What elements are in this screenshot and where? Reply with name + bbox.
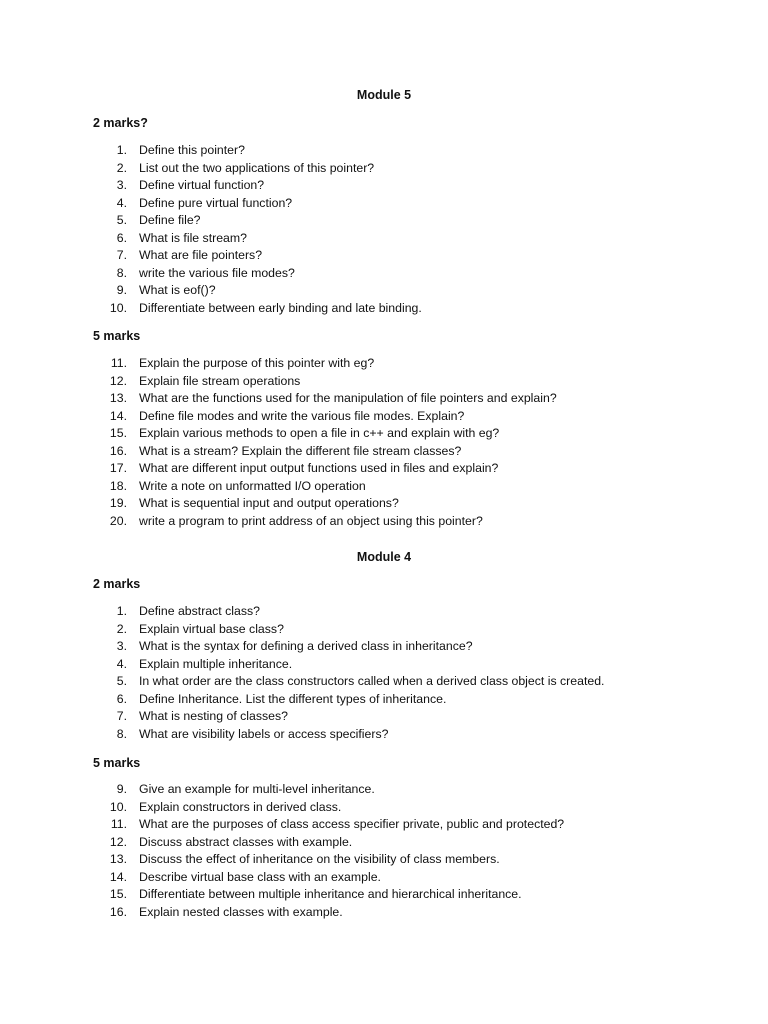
question-number: 3. bbox=[116, 178, 127, 192]
question-number: 10. bbox=[109, 300, 127, 315]
section-heading: 5 marks bbox=[93, 329, 141, 343]
question-number: 2. bbox=[116, 160, 127, 175]
question-text: Explain the purpose of this pointer with eg? bbox=[139, 356, 375, 370]
question-text: Write a note on unformatted I/O operation bbox=[139, 478, 366, 493]
question-text: Explain multiple inheritance. bbox=[139, 656, 293, 671]
question-number: 11. bbox=[110, 817, 127, 831]
question-number: 2. bbox=[116, 621, 127, 636]
question-text: Explain constructors in derived class. bbox=[139, 799, 342, 814]
question-number: 13. bbox=[109, 391, 127, 405]
question-text: write a program to print address of an object using this pointer? bbox=[139, 513, 483, 528]
section-heading: 5 marks bbox=[93, 756, 141, 770]
question-item bbox=[93, 390, 557, 408]
question-text: What is sequential input and output operations? bbox=[139, 496, 399, 510]
question-number: 9. bbox=[116, 283, 127, 297]
question-number: 13. bbox=[109, 852, 127, 866]
question-text: What are visibility labels or access specifiers? bbox=[139, 726, 389, 741]
question-number: 16. bbox=[109, 443, 127, 458]
question-item bbox=[93, 834, 564, 852]
question-number: 7. bbox=[116, 248, 127, 262]
section-heading: 2 marks? bbox=[93, 116, 148, 130]
question-text: Explain file stream operations bbox=[139, 373, 301, 388]
question-number: 14. bbox=[109, 408, 127, 423]
question-item bbox=[93, 495, 557, 513]
question-list bbox=[93, 603, 604, 743]
question-text: Discuss abstract classes with example. bbox=[139, 834, 353, 849]
question-number: 18. bbox=[109, 478, 127, 493]
question-item bbox=[93, 177, 422, 195]
question-text: What is the syntax for defining a derived class in inheritance? bbox=[139, 639, 473, 653]
question-item bbox=[93, 355, 557, 373]
question-text: Differentiate between early binding and late binding. bbox=[139, 300, 422, 315]
question-text: Explain various methods to open a file in c++ and explain with eg? bbox=[139, 426, 500, 440]
question-number: 6. bbox=[116, 691, 127, 706]
question-item bbox=[93, 851, 564, 869]
question-item bbox=[93, 603, 604, 621]
question-number: 4. bbox=[116, 195, 127, 210]
question-number: 12. bbox=[109, 373, 127, 388]
question-text: Give an example for multi-level inheritance. bbox=[139, 782, 375, 796]
question-text: What is nesting of classes? bbox=[139, 709, 288, 723]
question-text: Explain virtual base class? bbox=[139, 621, 284, 636]
question-text: Define abstract class? bbox=[139, 604, 260, 618]
question-item bbox=[93, 212, 422, 230]
question-item bbox=[93, 247, 422, 265]
question-list bbox=[93, 355, 557, 530]
question-number: 3. bbox=[116, 639, 127, 653]
question-number: 5. bbox=[116, 213, 127, 227]
question-item bbox=[93, 478, 557, 496]
question-number: 14. bbox=[109, 869, 127, 884]
question-number: 9. bbox=[116, 782, 127, 796]
question-item bbox=[93, 726, 604, 744]
question-number: 16. bbox=[109, 904, 127, 919]
question-item bbox=[93, 160, 422, 178]
question-text: Define this pointer? bbox=[139, 143, 245, 157]
question-item bbox=[93, 781, 564, 799]
question-text: Discuss the effect of inheritance on the visibility of class members. bbox=[139, 852, 500, 866]
question-text: Define pure virtual function? bbox=[139, 195, 293, 210]
question-list bbox=[93, 142, 422, 317]
question-item bbox=[93, 904, 564, 922]
question-item bbox=[93, 230, 422, 248]
question-text: Differentiate between multiple inheritance and hierarchical inheritance. bbox=[139, 887, 522, 901]
question-item bbox=[93, 621, 604, 639]
question-item bbox=[93, 425, 557, 443]
question-text: Explain nested classes with example. bbox=[139, 904, 343, 919]
question-text: What is a stream? Explain the different file stream classes? bbox=[139, 443, 462, 458]
question-item bbox=[93, 460, 557, 478]
question-number: 7. bbox=[116, 709, 127, 723]
question-list bbox=[93, 781, 564, 921]
question-number: 20. bbox=[109, 513, 127, 528]
question-item bbox=[93, 408, 557, 426]
question-item bbox=[93, 816, 564, 834]
question-text: List out the two applications of this pointer? bbox=[139, 160, 375, 175]
question-number: 11. bbox=[110, 356, 127, 370]
question-number: 6. bbox=[116, 230, 127, 245]
question-number: 1. bbox=[116, 143, 127, 157]
question-text: Define file modes and write the various file modes. Explain? bbox=[139, 408, 465, 423]
question-text: What are different input output functions used in files and explain? bbox=[139, 461, 499, 475]
question-text: Define Inheritance. List the different types of inheritance. bbox=[139, 691, 447, 706]
question-item bbox=[93, 373, 557, 391]
question-item bbox=[93, 300, 422, 318]
question-number: 15. bbox=[109, 887, 127, 901]
question-number: 5. bbox=[116, 674, 127, 688]
question-text: write the various file modes? bbox=[139, 265, 295, 280]
question-number: 8. bbox=[116, 726, 127, 741]
question-item bbox=[93, 142, 422, 160]
question-item bbox=[93, 799, 564, 817]
question-text: What are the functions used for the manipulation of file pointers and explain? bbox=[139, 391, 557, 405]
question-item bbox=[93, 673, 604, 691]
module-title: Module 5 bbox=[356, 88, 412, 102]
question-text: What are file pointers? bbox=[139, 248, 263, 262]
question-number: 4. bbox=[116, 656, 127, 671]
question-item bbox=[93, 869, 564, 887]
question-item bbox=[93, 443, 557, 461]
question-item bbox=[93, 886, 564, 904]
question-text: What is file stream? bbox=[139, 230, 247, 245]
question-number: 19. bbox=[109, 496, 127, 510]
question-item bbox=[93, 708, 604, 726]
question-number: 15. bbox=[109, 426, 127, 440]
question-item bbox=[93, 282, 422, 300]
question-item bbox=[93, 638, 604, 656]
question-number: 12. bbox=[109, 834, 127, 849]
module-title: Module 4 bbox=[356, 550, 412, 564]
question-item bbox=[93, 691, 604, 709]
section-heading: 2 marks bbox=[93, 577, 141, 591]
question-item bbox=[93, 195, 422, 213]
question-number: 1. bbox=[116, 604, 127, 618]
question-number: 10. bbox=[109, 799, 127, 814]
question-text: In what order are the class constructors called when a derived class object is created. bbox=[139, 674, 605, 688]
question-item bbox=[93, 513, 557, 531]
question-text: Define file? bbox=[139, 213, 201, 227]
question-number: 17. bbox=[109, 461, 127, 475]
question-text: What are the purposes of class access specifier private, public and protected? bbox=[139, 817, 565, 831]
question-item bbox=[93, 656, 604, 674]
question-item bbox=[93, 265, 422, 283]
question-text: Define virtual function? bbox=[139, 178, 265, 192]
question-text: Describe virtual base class with an example. bbox=[139, 869, 381, 884]
question-number: 8. bbox=[116, 265, 127, 280]
question-text: What is eof()? bbox=[139, 283, 216, 297]
